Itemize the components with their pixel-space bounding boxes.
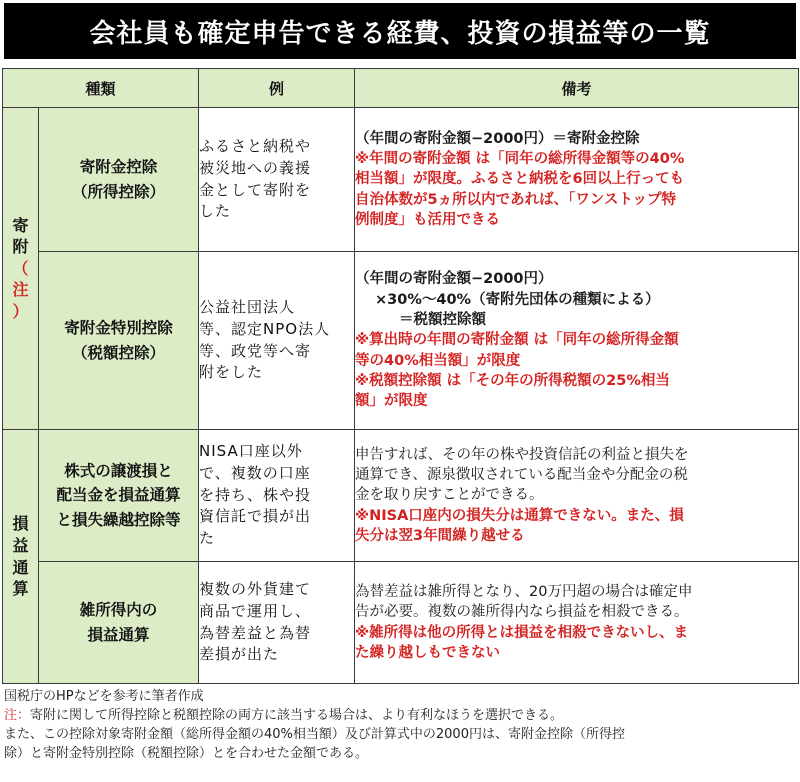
type-line: 損益通算 [87, 625, 150, 644]
type-line: 配当金を損益通算 [56, 486, 181, 505]
remark-line: 金を取り戻すことができる。 [355, 487, 544, 504]
remark-line: 自治体数が5ヵ所以内であれば、「ワンストップ特 [355, 191, 676, 208]
type-cell [39, 562, 199, 684]
example-line: 被災地への義援 [199, 158, 312, 177]
remark-line: ＝税額控除額 [399, 312, 487, 329]
remark-line: ※雑所得は他の所得とは損益を相殺できないし、ま [355, 624, 689, 641]
remark-line: 告が必要。複数の雑所得内なら損益を相殺できる。 [355, 604, 689, 621]
remark-line: た繰り越しもできない [355, 644, 501, 661]
remark-line: ※算出時の年間の寄附金額 は「同年の総所得金額 [355, 332, 679, 349]
header-remarks: 備考 [355, 69, 799, 108]
example-line: NISA口座以外 [199, 442, 303, 461]
footer-notes [4, 688, 796, 763]
example-cell [199, 108, 355, 252]
remark-line: （年間の寄附金額−2000円）＝寄附金控除 [355, 130, 640, 147]
type-line: （税額控除） [72, 343, 166, 362]
remarks-cell [355, 252, 799, 430]
example-line: 為替差益と為替 [199, 623, 312, 642]
category-char: 益 [12, 535, 29, 555]
header-type: 種類 [3, 69, 199, 108]
table-header-row [3, 69, 799, 108]
remark-line: 相当額」が限度。ふるさと納税を6回以上行っても [355, 171, 685, 188]
expense-table [2, 68, 799, 684]
category-donation [3, 108, 39, 430]
note-label: 注： [4, 707, 31, 723]
type-line: 株式の譲渡損と [64, 462, 173, 481]
category-char: （ [12, 258, 29, 278]
type-line: と損失繰越控除等 [56, 510, 181, 529]
remark-line: ※年間の寄附金額 は「同年の総所得金額等の40% [355, 151, 685, 168]
example-line: した [199, 202, 232, 221]
table-row [3, 252, 799, 430]
example-line: ふるさと納税や [199, 137, 312, 155]
remark-line: ※税額控除額 は「その年の所得税額の25%相当 [355, 372, 670, 389]
type-line: 雑所得内の [79, 601, 158, 620]
remarks-cell [355, 562, 799, 684]
example-cell [199, 252, 355, 430]
table-row [3, 562, 799, 684]
table-row [3, 108, 799, 252]
remark-line: 為替差益は雑所得となり、20万円超の場合は確定申 [355, 583, 693, 600]
example-line: 等、政党等へ寄 [199, 341, 312, 360]
remarks-cell [355, 430, 799, 562]
remark-line: 額」が限度 [355, 393, 428, 410]
example-line: た [199, 529, 216, 548]
example-line: 資信託で損が出 [199, 507, 312, 526]
example-cell [199, 430, 355, 562]
category-char: 通 [12, 557, 29, 577]
example-line: で、複数の口座 [199, 463, 311, 482]
remark-line: （年間の寄附金額−2000円） [355, 271, 553, 288]
category-char: 注 [12, 280, 29, 300]
remark-line: 等の40%相当額」が限度 [355, 352, 521, 369]
type-cell [39, 108, 199, 252]
remark-line: 申告すれば、その年の株や投資信託の利益と損失を [355, 446, 689, 463]
example-line: 商品で運用し、 [199, 601, 312, 620]
category-char: 算 [12, 579, 29, 599]
remarks-cell [355, 108, 799, 252]
category-char: 損 [12, 514, 29, 534]
type-line: 寄附金控除 [79, 158, 158, 177]
source-note: 国税庁のHPなどを参考に筆者作成 [4, 689, 204, 704]
remark-line: 失分は翌3年間繰り越せる [355, 527, 525, 544]
type-cell [39, 430, 199, 562]
footer-line-4: 除）と寄附金特別控除（税額控除）とを合わせた金額である。 [4, 745, 369, 761]
example-cell [199, 562, 355, 684]
example-line: 複数の外貨建て [199, 580, 312, 598]
type-cell [39, 252, 199, 430]
category-loss-offset [3, 430, 39, 684]
table-row [3, 430, 799, 562]
note-text: 寄附に関して所得控除と税額控除の両方に該当する場合は、より有利なほうを選択できる。 [30, 707, 564, 723]
category-char: ） [12, 301, 29, 321]
remark-line: ×30%〜40%（寄附先団体の種類による） [375, 291, 660, 308]
type-line: （所得控除） [72, 182, 166, 201]
example-line: 附をした [199, 363, 264, 382]
example-line: 差損が出た [199, 645, 280, 664]
category-char: 寄 [12, 215, 29, 235]
remark-line: 通算でき、源泉徴収されている配当金や分配金の税 [355, 467, 688, 484]
type-line: 寄附金特別控除 [64, 319, 173, 338]
page-title: 会社員も確定申告できる経費、投資の損益等の一覧 [4, 3, 796, 59]
example-line: を持ち、株や投 [199, 485, 312, 504]
remark-line: 例制度」も活用できる [355, 211, 501, 228]
example-line: 公益社団法人 [199, 298, 296, 316]
remark-line: ※NISA口座内の損失分は通算できない。また、損 [355, 507, 684, 524]
category-char: 附 [12, 237, 29, 257]
example-line: 金として寄附を [199, 180, 312, 199]
header-example: 例 [199, 69, 355, 108]
footer-line-3: また、この控除対象寄附金額（総所得金額の40%相当額）及び計算式中の2000円は、寄附金控除（所得控 [4, 726, 625, 742]
annotation-note [4, 707, 796, 726]
example-line: 等、認定NPO法人 [199, 319, 331, 338]
